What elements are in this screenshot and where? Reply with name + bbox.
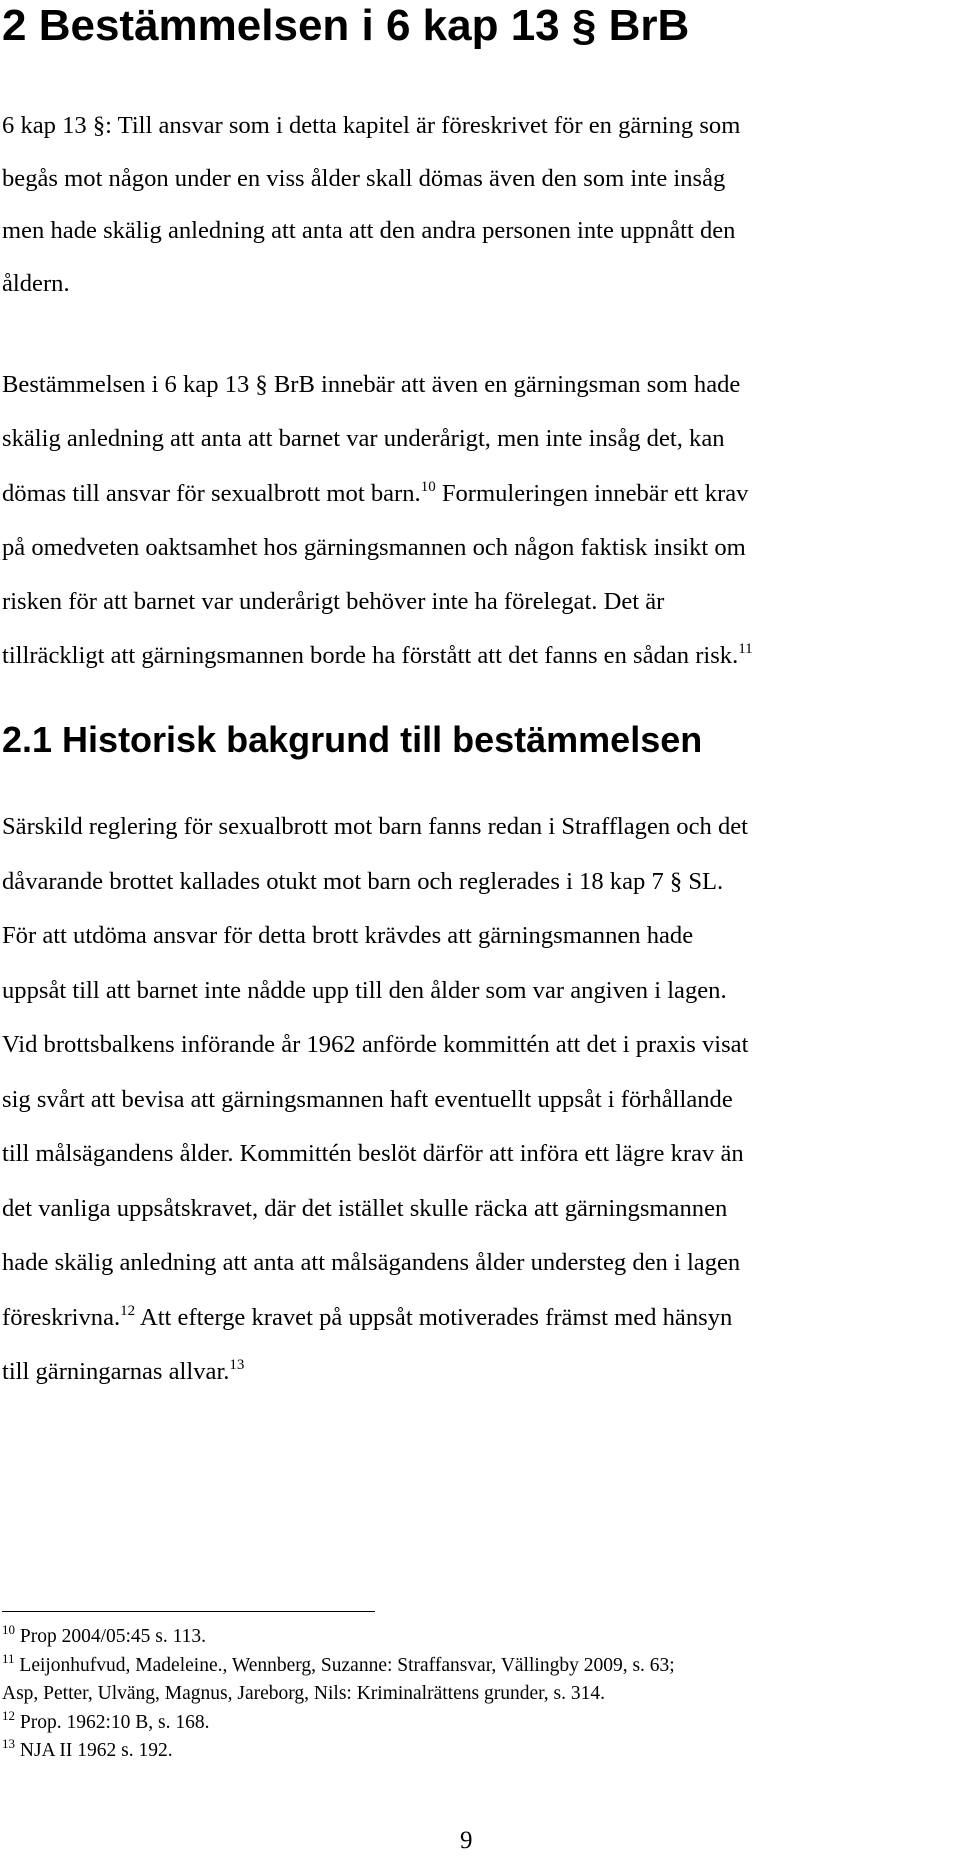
footnote-ref[interactable]: 13 [229,1357,245,1373]
footnote [2,1652,942,1681]
text-line [2,629,942,683]
footnote-number: 13 [2,1736,15,1751]
text-line: på omedveten oaktsamhet hos gärningsmannen och någon faktisk insikt om [2,533,746,561]
footnote-number: 11 [2,1650,15,1666]
footnote-number: 10 [2,1622,15,1637]
footnotes [2,1623,942,1766]
text-line: dåvarande brottet kallades otukt mot barn och reglerades i 18 kap 7 § SL. [2,867,724,895]
text-line: sig svårt att bevisa att gärningsmannen haft eventuellt uppsåt i förhållande [2,1085,733,1113]
footnote-ref[interactable]: 12 [120,1302,136,1319]
text-line: begås mot någon under en viss ålder skall dömas även den som inte insåg [2,164,726,192]
text-segment: Formuleringen innebär ett krav [435,479,749,507]
subsection-heading: 2.1 Historisk bakgrund till bestämmelsen [2,719,703,760]
footnote [2,1680,942,1709]
footnote [2,1737,942,1766]
text-line: till målsägandens ålder. Kommittén beslöt därför att införa ett lägre krav än [2,1140,744,1167]
text-segment: föreskrivna. [2,1303,121,1331]
text-line: För att utdöma ansvar för detta brott krävdes att gärningsmannen hade [2,922,694,949]
text-line [2,467,942,521]
text-line: Särskild reglering för sexualbrott mot barn fanns redan i Strafflagen och det [2,813,749,840]
footnote-ref[interactable]: 11 [738,641,753,658]
footnote [2,1709,942,1738]
history-paragraph [2,800,942,1400]
text-segment: Att efterge kravet på uppsåt motiverades främst med hänsyn [135,1303,733,1331]
footnote-number: 12 [2,1707,15,1723]
statute-quote-paragraph [2,100,942,311]
section-heading: 2 Bestämmelsen i 6 kap 13 § BrB [2,1,690,50]
text-line: men hade skälig anledning att anta att den andra personen inte uppnått den [2,217,736,245]
footnote-text: Asp, Petter, Ulväng, Magnus, Jareborg, Nils: Kriminalrättens grunder, s. 314. [2,1683,606,1704]
explanation-paragraph [2,358,942,684]
text-line: uppsåt till att barnet inte nådde upp till den ålder som var angiven i lagen. [2,976,727,1004]
text-line: Bestämmelsen i 6 kap 13 § BrB innebär att även en gärningsman som hade [2,371,741,398]
page-number: 9 [460,1827,473,1854]
footnote-separator [2,1611,375,1612]
text-line [2,1345,942,1400]
text-line: risken för att barnet var underårigt behöver inte ha förelegat. Det är [2,588,665,616]
footnote-ref[interactable]: 10 [420,478,436,495]
footnote-text: Leijonhufvud, Madeleine., Wennberg, Suzanne: Straffansvar, Vällingby 2009, s. 63; [14,1654,675,1676]
footnote-text: Prop 2004/05:45 s. 113. [15,1626,207,1647]
text-line: skälig anledning att anta att barnet var underårigt, men inte insåg det, kan [2,425,725,453]
text-line: hade skälig anledning att anta att målsägandens ålder understeg den i lagen [2,1249,741,1276]
text-line: det vanliga uppsåtskravet, där det istället skulle räcka att gärningsmannen [2,1194,728,1222]
text-segment: tillräckligt att gärningsmannen borde ha förstått att det fanns en sådan risk. [2,642,739,670]
footnote-text: NJA II 1962 s. 192. [15,1740,173,1761]
text-segment: dömas till ansvar för sexualbrott mot barn. [2,479,421,507]
text-line: 6 kap 13 §: Till ansvar som i detta kapitel är föreskrivet för en gärning som [2,112,741,139]
text-line: åldern. [2,270,70,298]
text-line: Vid brottsbalkens införande år 1962 anförde kommittén att det i praxis visat [2,1031,749,1058]
footnote [2,1623,942,1652]
footnote-text: Prop. 1962:10 B, s. 168. [15,1711,210,1733]
text-segment: till gärningarnas allvar. [2,1358,230,1385]
text-line [2,1291,942,1346]
